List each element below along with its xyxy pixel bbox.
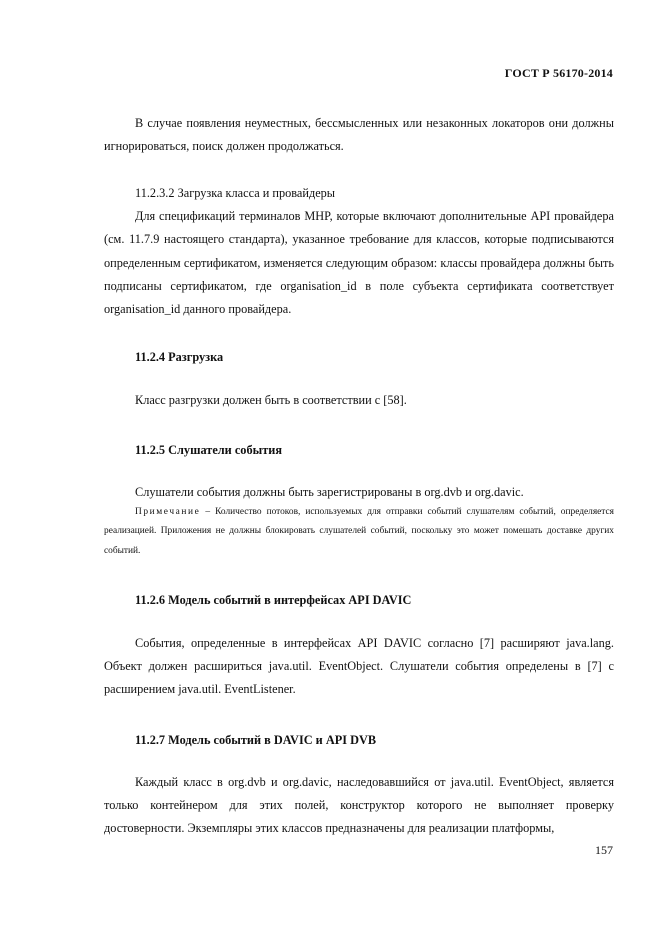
paragraph-text: Каждый класс в org.dvb и org.davic, наследовавшийся от java.util. EventObject, является только контейнером для этих полей, конструктор которого не выполняет проверку достоверности. Экземпляры этих классов предназначены для реализации платформы,	[104, 775, 614, 836]
section-title: 11.2.5 Слушатели события	[135, 443, 282, 457]
section-heading-11-2-4	[104, 349, 614, 365]
paragraph-unloading	[104, 389, 614, 412]
note-block	[104, 503, 614, 561]
paragraph-text: События, определенные в интерфейсах API DAVIC согласно [7] расширяют java.lang. Объект должен расшириться java.util. EventObject. Слушатели события определены в [7] с расширением java.util. EventListener.	[104, 636, 614, 697]
paragraph-listeners	[104, 481, 614, 504]
note-text	[104, 503, 614, 561]
document-code-header: ГОСТ Р 56170-2014	[504, 66, 613, 80]
paragraph-locators	[104, 112, 614, 158]
section-heading-11-2-7	[104, 732, 614, 748]
section-title: 11.2.6 Модель событий в интерфейсах API DAVIC	[135, 593, 412, 607]
section-heading-11-2-6	[104, 592, 614, 608]
section-heading-11-2-5	[104, 442, 614, 458]
paragraph-davic-events	[104, 632, 614, 702]
paragraph-text: Класс разгрузки должен быть в соответствии с [58].	[135, 393, 407, 407]
note-label: Примечание	[135, 507, 201, 517]
paragraph-text: Для спецификаций терминалов MHP, которые включают дополнительные API провайдера (см. 11.7.9 настоящего стандарта), указанное требование для классов, которые подписываются определенным сертификатом, изменяется следующим образом: классы провайдера должны быть подписаны сертификатом, где organisation_id в поле субъекта сертификата соответствует organisation_id данного провайдера.	[104, 209, 614, 317]
note-body: – Количество потоков, используемых для отправки событий слушателям событий, определяется реализацией. Приложения не должны блокировать слушателей событий, поскольку это может помешать доставке других событий.	[104, 507, 614, 556]
paragraph-text: Слушатели события должны быть зарегистрированы в org.dvb и org.davic.	[135, 485, 524, 499]
section-11-2-3-2	[104, 182, 614, 321]
page-number: 157	[595, 843, 613, 857]
section-title: 11.2.7 Модель событий в DAVIC и API DVB	[135, 733, 377, 747]
paragraph-text: В случае появления неуместных, бессмысленных или незаконных локаторов они должны игнорироваться, поиск должен продолжаться.	[104, 116, 614, 154]
section-title: 11.2.4 Разгрузка	[135, 350, 224, 364]
subsection-title: 11.2.3.2 Загрузка класса и провайдеры	[135, 186, 336, 200]
paragraph-event-model	[104, 771, 614, 841]
